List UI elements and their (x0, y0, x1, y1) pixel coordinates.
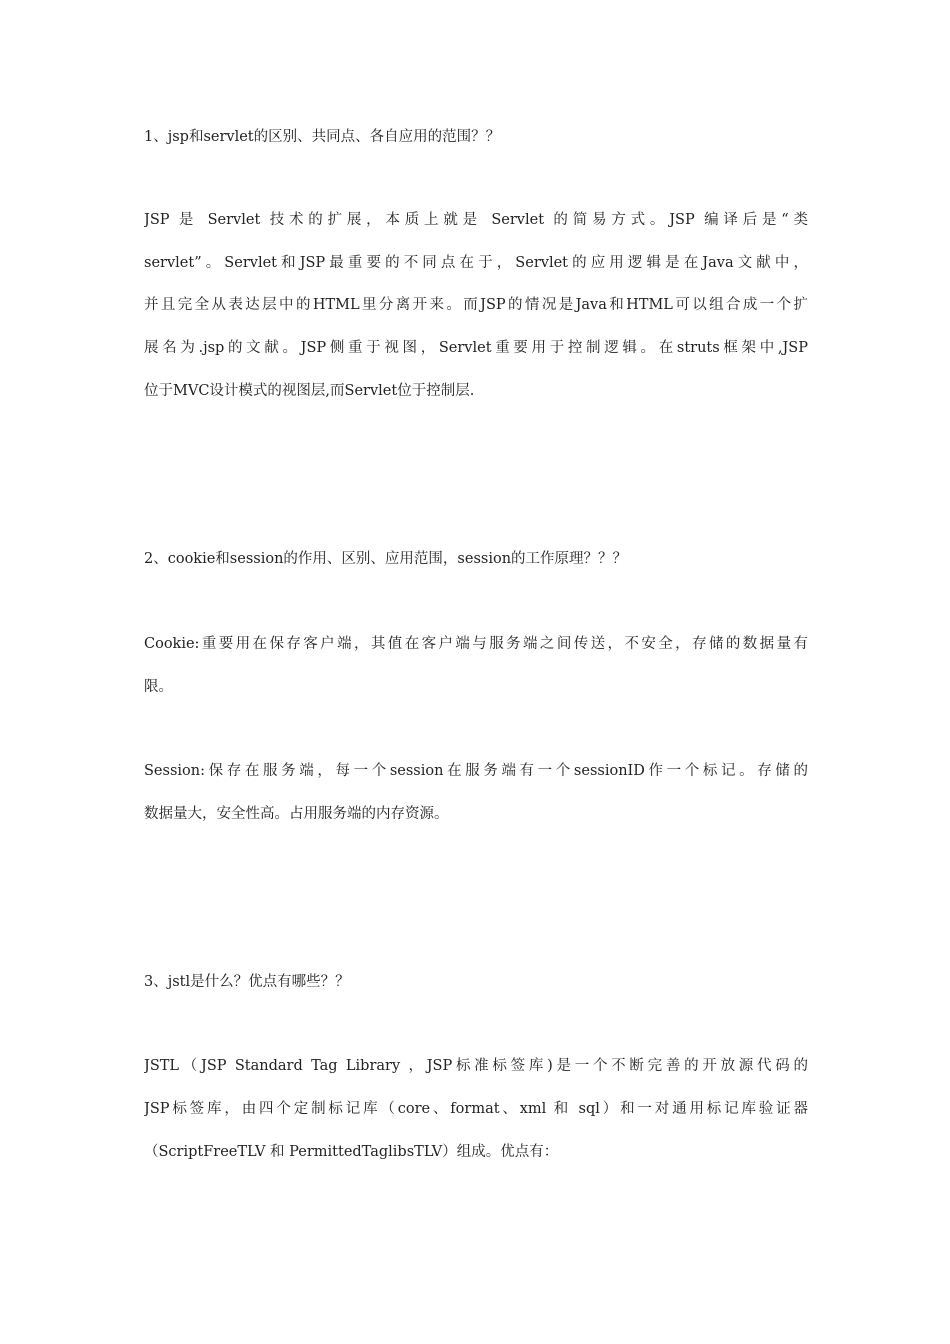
section-1-paragraph-line: JSP 是 Servlet 技术的扩展，本质上就是 Servlet 的简易方式。JSP 编译后是“类 (144, 212, 808, 228)
section-3-heading: 3、jstl是什么？优点有哪些？？ (144, 974, 350, 990)
section-3-paragraph-line: JSP标签库，由四个定制标记库（core、format、xml 和 sql）和一对通用标记库验证器 (144, 1101, 808, 1117)
section-2-heading: 2、cookie和session的作用、区别、应用范围，session的工作原理？？？ (144, 551, 628, 567)
section-1-paragraph-line: servlet”。Servlet和JSP最重要的不同点在于，Servlet的应用逻辑是在Java文献中， (144, 255, 808, 271)
section-1-heading: 1、jsp和servlet的区别、共同点、各自应用的范围？？ (144, 129, 501, 145)
section-2-paragraph-1-line: 限。 (144, 679, 173, 695)
section-2-paragraph-2-line: 数据量大，安全性高。占用服务端的内存资源。 (144, 806, 449, 822)
section-1-paragraph-line: 展名为.jsp的文献。JSP侧重于视图，Servlet重要用于控制逻辑。在struts框架中,JSP (144, 340, 808, 356)
section-3-paragraph-line: JSTL（JSP Standard Tag Library ，JSP标准标签库)是一个不断完善的开放源代码的 (144, 1058, 808, 1074)
section-2-paragraph-1-line: Cookie:重要用在保存客户端，其值在客户端与服务端之间传送，不安全，存储的数据量有 (144, 636, 808, 652)
section-3-paragraph-line: （ScriptFreeTLV 和 PermittedTaglibsTLV）组成。优点有： (144, 1144, 559, 1160)
section-2-paragraph-2-line: Session:保存在服务端，每一个session在服务端有一个sessionID作一个标记。存储的 (144, 763, 808, 779)
section-1-paragraph-line: 位于MVC设计模式的视图层,而Servlet位于控制层. (144, 383, 475, 399)
section-1-paragraph-line: 并且完全从表达层中的HTML里分离开来。而JSP的情况是Java和HTML可以组合成一个扩 (144, 297, 808, 313)
